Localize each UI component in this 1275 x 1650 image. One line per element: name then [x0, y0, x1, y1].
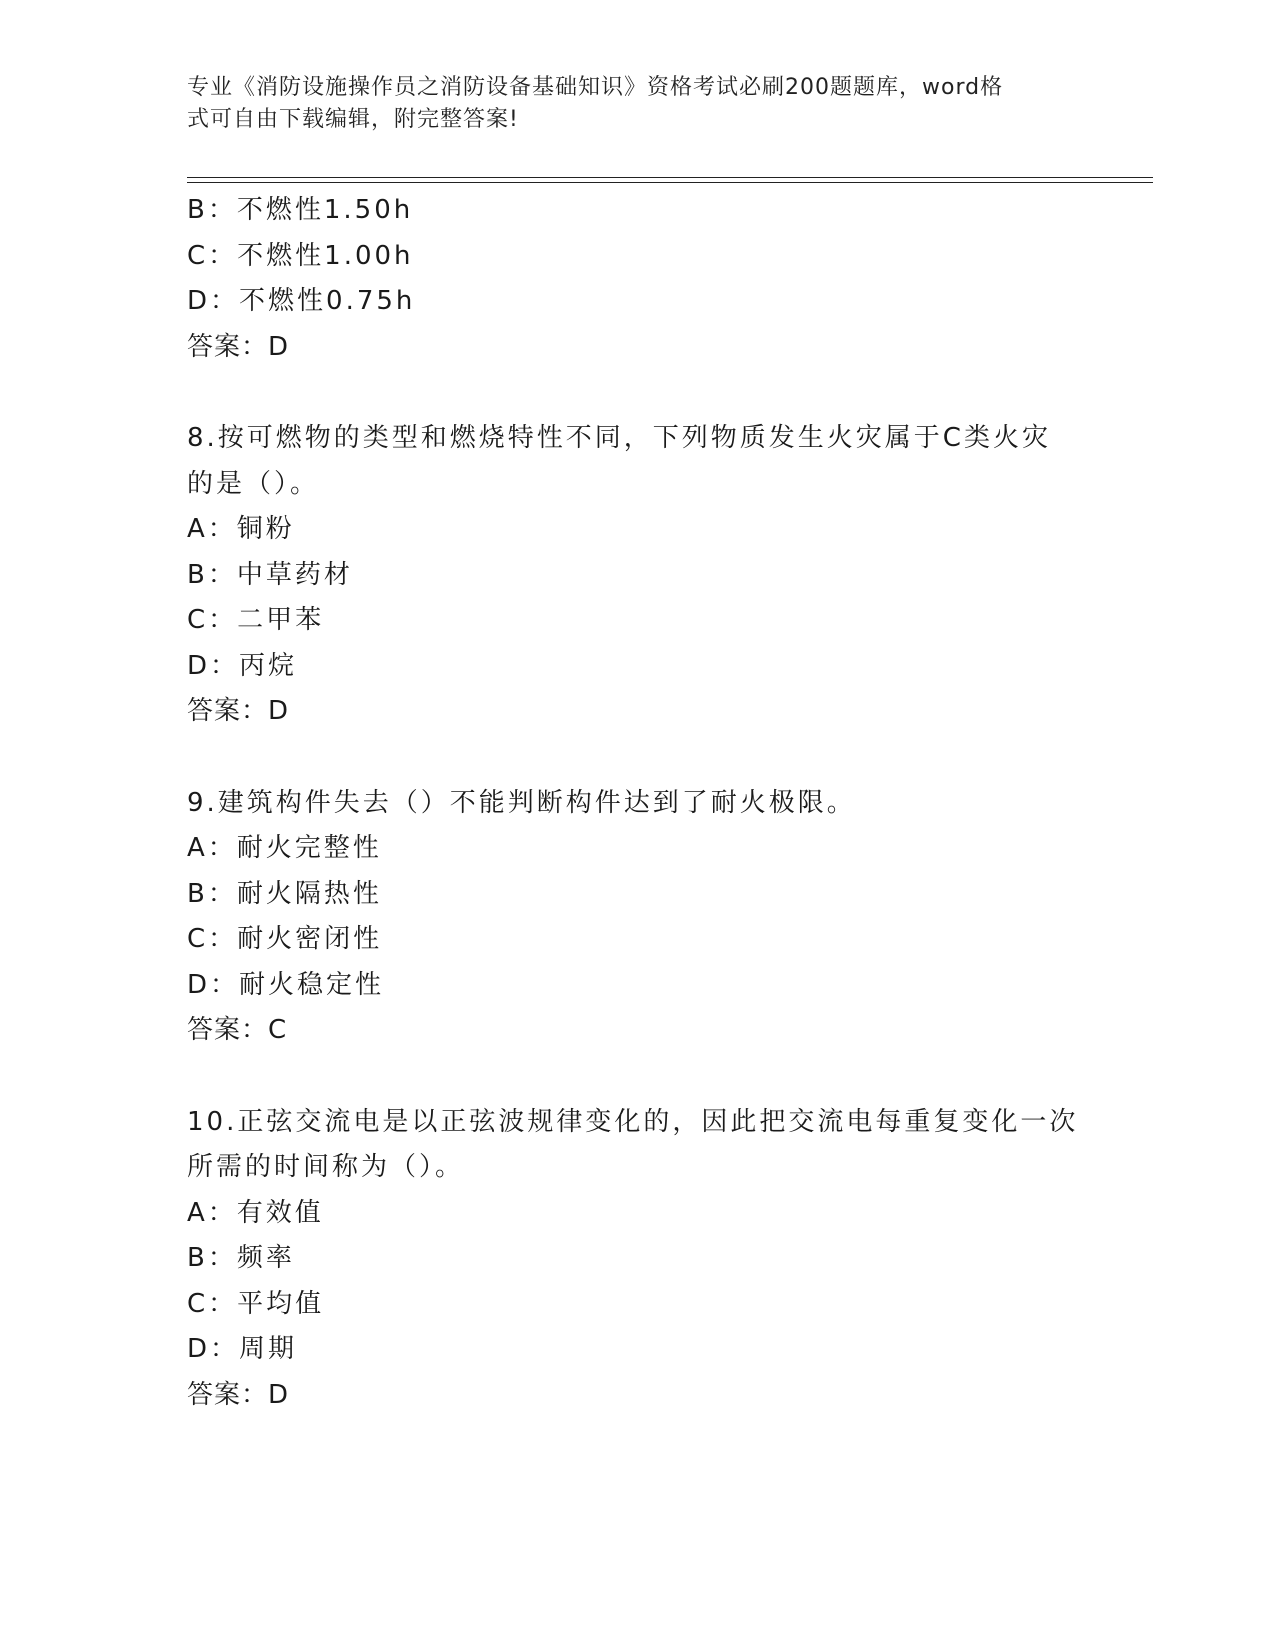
answer-line: 答案：D: [187, 1379, 290, 1410]
spacer: [187, 370, 1087, 416]
question-text-line-2: 的是（）。: [187, 468, 320, 499]
answer-line: 答案：C: [187, 1015, 288, 1045]
option-a: A：有效值: [187, 1197, 324, 1228]
option-c: C：耐火密闭性: [187, 924, 383, 954]
answer-line: 答案：D: [187, 696, 290, 726]
header-divider-top: [187, 177, 1153, 178]
document-header: [187, 72, 1067, 136]
option-c: C：平均值: [187, 1288, 325, 1319]
option-c: C：不燃性1.00h: [187, 240, 414, 271]
spacer: [187, 735, 1087, 781]
question-text-line-2: 所需的时间称为（）。: [187, 1152, 465, 1182]
question-9: [187, 781, 1087, 1054]
question-10: [187, 1100, 1087, 1419]
question-text-line-1: 9.建筑构件失去（）不能判断构件达到了耐火极限。: [187, 787, 856, 818]
option-d: D：周期: [187, 1334, 298, 1364]
option-b: B：中草药材: [187, 559, 353, 590]
option-d: D：丙烷: [187, 650, 298, 681]
question-8: [187, 416, 1087, 735]
answer-line: 答案：D: [187, 331, 290, 362]
spacer: [187, 1054, 1087, 1100]
header-line-1: 专业《消防设施操作员之消防设备基础知识》资格考试必刷200题题库，word格: [187, 75, 1004, 100]
option-b: B：频率: [187, 1243, 295, 1273]
option-c: C：二甲苯: [187, 605, 325, 635]
header-line-2: 式可自由下载编辑，附完整答案!: [187, 107, 519, 132]
question-text-line-1: 8.按可燃物的类型和燃烧特性不同，下列物质发生火灾属于C类火灾: [187, 423, 1051, 453]
option-b: B：耐火隔热性: [187, 878, 382, 909]
option-d: D：不燃性0.75h: [187, 286, 416, 316]
question-7-continued: [187, 188, 1087, 370]
header-divider-bottom: [187, 182, 1153, 183]
question-text-line-1: 10.正弦交流电是以正弦波规律变化的，因此把交流电每重复变化一次: [187, 1106, 1079, 1137]
question-list: [187, 188, 1087, 1418]
option-a: A：铜粉: [187, 514, 295, 544]
option-b: B：不燃性1.50h: [187, 195, 414, 225]
option-a: A：耐火完整性: [187, 833, 382, 863]
option-d: D：耐火稳定性: [187, 969, 385, 1000]
